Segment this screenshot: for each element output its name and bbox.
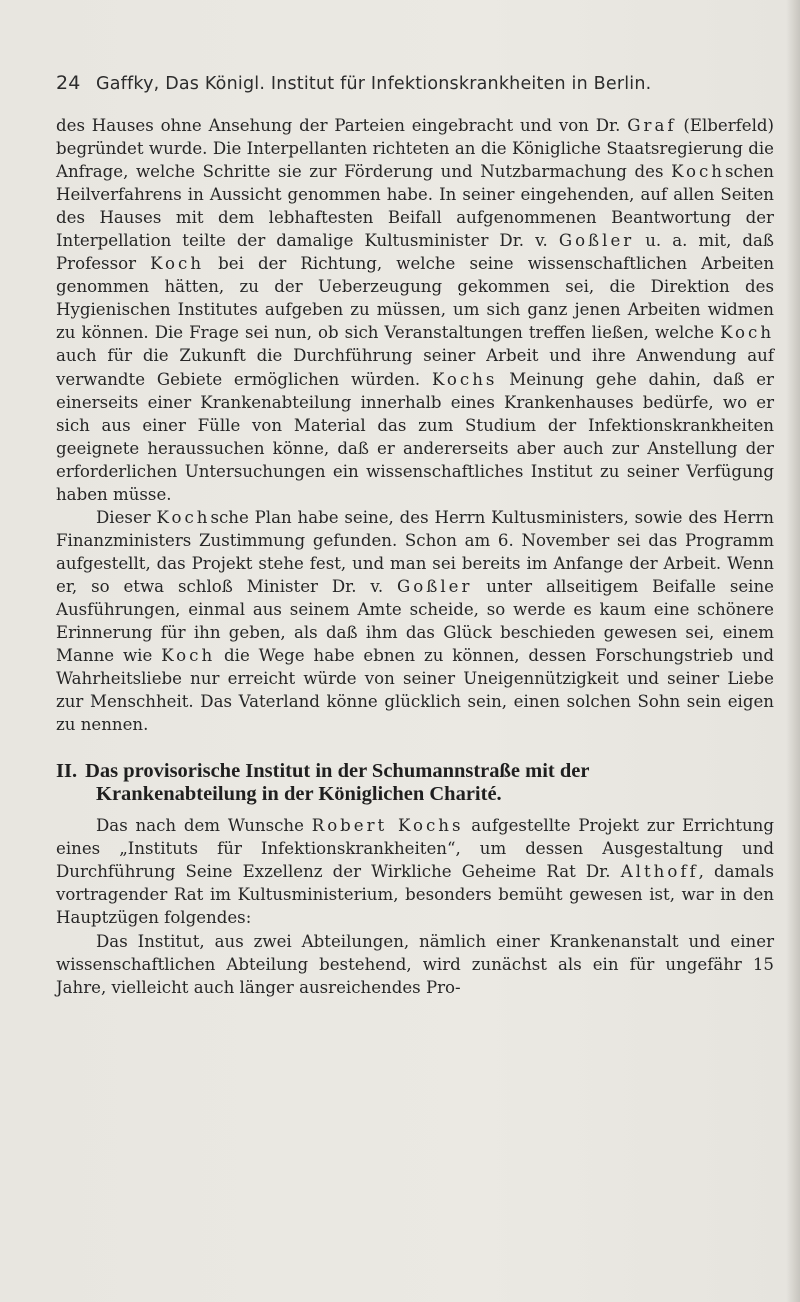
spaced-name: Koch [720, 323, 774, 343]
running-title: Gaffky, Das Königl. Institut für Infektionskrankheiten in Berlin. [96, 74, 652, 94]
spaced-name: Koch [161, 646, 216, 666]
page-edge-shadow [786, 0, 800, 1302]
paragraph-4 [56, 930, 774, 999]
spaced-name: Althoff [620, 862, 699, 882]
page-body [56, 114, 774, 999]
text: aufgestellte Projekt zur Errichtung eines „Instituts für Infektionskrankheiten“, um dessen Ausgestaltung und Durchführung Seine Exzellenz der Wirkliche Geheime Rat Dr. [56, 816, 774, 882]
spaced-name: Kochs [431, 369, 498, 389]
text: , damals vortragender Rat im Kultusministerium, besonders bemüht gewesen ist, war in den Hauptzügen folgendes: [56, 862, 774, 928]
text: sche Plan habe seine, des Herrn Kultusministers, sowie des Herrn Finanzministers Zustimmung gefunden. Schon am 6. November sei das Programm aufgestellt, das Projekt stehe fest, und man sei bereits im Anfange der Arbeit. Wenn er, so etwa schloß Minister Dr. v. [56, 507, 774, 596]
spaced-name: Koch [156, 507, 211, 527]
spaced-name: Goßler [397, 576, 473, 596]
running-header [56, 72, 756, 94]
text: auch für die Zukunft die Durchführung seiner Arbeit und ihre Anwendung auf verwandte Gebiete ermöglichen würden. [56, 346, 774, 389]
text: Dieser [96, 507, 157, 527]
paragraph-3 [56, 814, 774, 929]
text: Das Institut, aus zwei Abteilungen, nämlich einer Krankenanstalt und einer wissenschaftlichen Abteilung bestehend, wird zunächst als ein für ungefähr 15 Jahre, vielleicht auch länger ausreichendes Pro- [56, 931, 774, 997]
paragraph-2 [56, 506, 774, 736]
spaced-name: Koch [150, 254, 205, 274]
spaced-name: Robert Kochs [311, 816, 464, 836]
page-number: 24 [56, 72, 81, 94]
text: schen Heilverfahrens in Aussicht genommen habe. In seiner eingehenden, auf allen Seiten des Hauses mit dem lebhaftesten Beifall aufgenommenen Beantwortung der Interpellation teilte der damalige Kultusminister Dr. v. [56, 162, 774, 251]
spaced-name: Koch [671, 162, 725, 182]
text: Meinung gehe dahin, daß er einerseits einer Krankenabteilung innerhalb eines Krankenhauses bedürfe, wo er sich aus einer Fülle von Material das zum Studium der Infektionskrankheiten geeignete heraussuchen könne, daß er andererseits aber auch zur Anstellung der erforderlichen Untersuchungen ein wissenschaftliches Institut zu seiner Verfügung haben müsse. [56, 369, 774, 504]
paragraph-1 [56, 114, 774, 506]
text: unter allseitigem Beifalle seine Ausführungen, einmal aus seinem Amte scheide, so werde es kaum eine schönere Erinnerung für ihn geben, als daß ihm das Glück beschieden gewesen sei, einem Manne wie [56, 576, 774, 666]
text: des Hauses ohne Ansehung der Parteien eingebracht und von Dr. [56, 116, 628, 135]
section-title-line1: Das provisorische Institut in der Schumannstraße mit der [85, 760, 590, 783]
spaced-name: Goßler [558, 231, 635, 251]
section-title-line2: Krankenabteilung in der Königlichen Charité. [96, 783, 502, 806]
text: u. a. mit, daß Professor [56, 231, 774, 274]
text: Das nach dem Wunsche [96, 816, 312, 836]
text: die Wege habe ebnen zu können, dessen Forschungstrieb und Wahrheitsliebe nur erreicht würde von seiner Uneigennützigkeit und seiner Liebe zur Menschheit. Das Vaterland könne glücklich sein, einen solchen Sohn sein eigen zu nennen. [56, 646, 775, 735]
section-number: II. [56, 760, 78, 783]
spaced-name: Graf [627, 116, 677, 135]
text: bei der Richtung, welche seine wissenschaftlichen Arbeiten genommen hätten, zu der Ueberzeugung gekommen sei, die Direktion des Hygienischen Institutes aufgeben zu müssen, um sich ganz jenen Arbeiten widmen zu können. Die Frage sei nun, ob sich Veranstaltungen treffen ließen, welche [56, 254, 775, 343]
text: (Elberfeld) begründet wurde. Die Interpellanten richteten an die Königliche Staatsregierung die Anfrage, welche Schritte sie zur Förderung und Nutzbarmachung des [56, 116, 774, 182]
section-heading [56, 760, 774, 806]
